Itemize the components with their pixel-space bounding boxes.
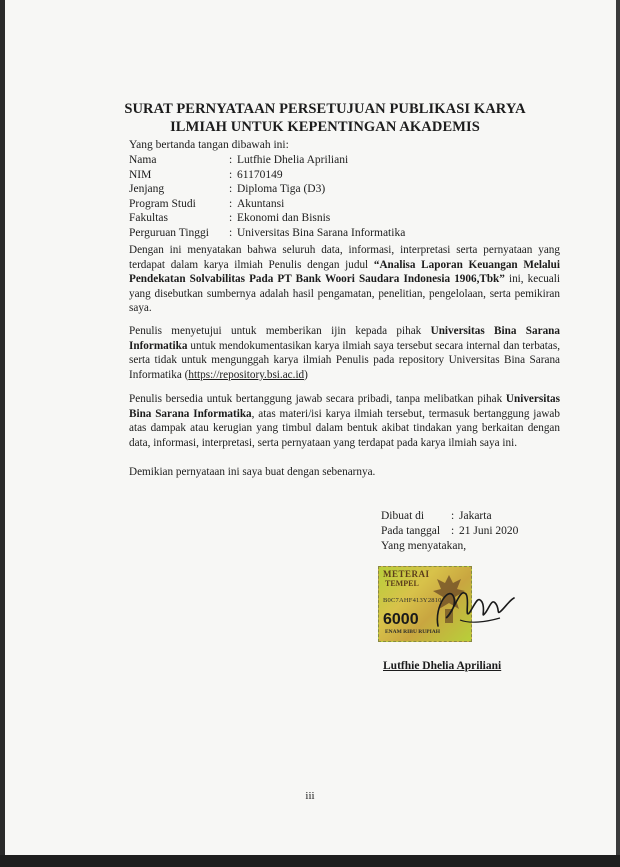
field-row — [129, 182, 405, 197]
date-separator: : — [451, 525, 455, 537]
paragraph-text: Penulis bersedia untuk bertanggung jawab secara pribadi, tanpa melibatkan pihak — [129, 393, 506, 405]
field-label: Perguruan Tinggi — [129, 226, 209, 239]
paragraph-text: , atas materi/isi karya ilmiah tersebut, termasuk bertanggung jawab atas dampak atau kerugian yang timbul dalam bentuk akibat tindakan yang berkaitan dengan data, informasi, interpretasi, serta pernyataan yang terdapat pada karya ilmiah saya ini. — [129, 407, 560, 449]
field-value: 61170149 — [237, 168, 283, 181]
paragraph-closing: Demikian pernyataan ini saya buat dengan sebenarnya. — [129, 466, 376, 478]
field-row — [129, 153, 405, 168]
field-row — [129, 226, 405, 241]
paragraph-declaration — [129, 243, 560, 316]
paragraph-responsibility — [129, 392, 560, 450]
field-value: Diploma Tiga (D3) — [237, 183, 326, 196]
stamp-code: B0C7AHF413Y2810 — [383, 597, 442, 604]
place-separator: : — [451, 510, 455, 522]
repository-link[interactable]: https://repository.bsi.ac.id — [188, 368, 305, 381]
paragraph-permission — [129, 324, 560, 382]
date-label: Pada tanggal — [381, 525, 441, 537]
field-row — [129, 168, 405, 183]
field-label: Jenjang — [129, 183, 165, 196]
paragraph-text: untuk mendokumentasikan karya ilmiah saya tersebut secara internal dan terbatas, serta tidak untuk mengunggah karya ilmiah Penulis pada repository Universitas Bina Sarana Informatika ( — [129, 339, 560, 381]
place-value: Jakarta — [459, 510, 492, 522]
stamp-text: ENAM RIBU RUPIAH — [385, 629, 440, 635]
institution-name: Universitas Bina Sarana Informatika — [129, 325, 560, 352]
stamp-value: 6000 — [383, 611, 419, 628]
page-number: iii — [305, 790, 315, 802]
field-separator: : — [229, 226, 233, 239]
title-line-2: ILMIAH UNTUK KEPENTINGAN AKADEMIS — [170, 119, 480, 135]
date-value: 21 Juni 2020 — [459, 525, 519, 537]
handwritten-signature-icon — [430, 576, 520, 636]
field-value: Akuntansi — [237, 197, 285, 210]
field-separator: : — [229, 183, 233, 196]
place-row — [381, 509, 518, 524]
field-label: Fakultas — [129, 212, 168, 225]
stamp-subtitle: TEMPEL — [385, 579, 419, 588]
field-separator: : — [229, 212, 233, 225]
title-line-1: SURAT PERNYATAAN PERSETUJUAN PUBLIKASI KARYA — [124, 101, 526, 117]
field-label: NIM — [129, 168, 152, 181]
field-separator: : — [229, 197, 233, 210]
field-row — [129, 197, 405, 212]
intro-text: Yang bertanda tangan dibawah ini: — [129, 139, 289, 151]
paragraph-text: ) — [304, 368, 308, 381]
document-title — [90, 100, 560, 136]
paragraph-text: Penulis menyetujui untuk memberikan ijin kepada pihak — [129, 325, 431, 337]
signer-name: Lutfhie Dhelia Apriliani — [383, 660, 502, 672]
paragraph-text: Dengan ini menyatakan bahwa seluruh data, informasi, interpretasi serta pernyataan yang terdapat dalam karya ilmiah Penulis dengan judul — [129, 244, 560, 271]
paragraph-text: ini, kecuali yang disebutkan sumbernya adalah hasil pengamatan, penelitian, pengelolaan, serta pemikiran saya. — [129, 273, 560, 315]
field-separator: : — [229, 154, 233, 166]
identity-fields — [129, 153, 405, 241]
field-row — [129, 211, 405, 226]
thesis-title: “Analisa Laporan Keuangan Melalui Pendekatan Solvabilitas Pada PT Bank Woori Saudara Indonesia 1906,Tbk” — [129, 258, 560, 286]
closing-text: Yang menyatakan, — [381, 540, 467, 552]
institution-name: Universitas Bina Sarana Informatika — [129, 393, 560, 420]
scan-edge-right — [616, 0, 620, 867]
date-row — [381, 524, 518, 539]
field-value: Ekonomi dan Bisnis — [237, 212, 331, 225]
field-value: Universitas Bina Sarana Informatika — [237, 226, 406, 239]
scan-edge-left — [0, 0, 5, 867]
stamp-title: METERAI — [383, 569, 430, 579]
field-label: Program Studi — [129, 197, 196, 210]
signature-block — [381, 509, 518, 554]
field-value: Lutfhie Dhelia Apriliani — [237, 154, 349, 166]
field-label: Nama — [129, 154, 157, 166]
scan-edge-bottom — [0, 855, 620, 867]
field-separator: : — [229, 168, 233, 181]
place-label: Dibuat di — [381, 510, 425, 522]
